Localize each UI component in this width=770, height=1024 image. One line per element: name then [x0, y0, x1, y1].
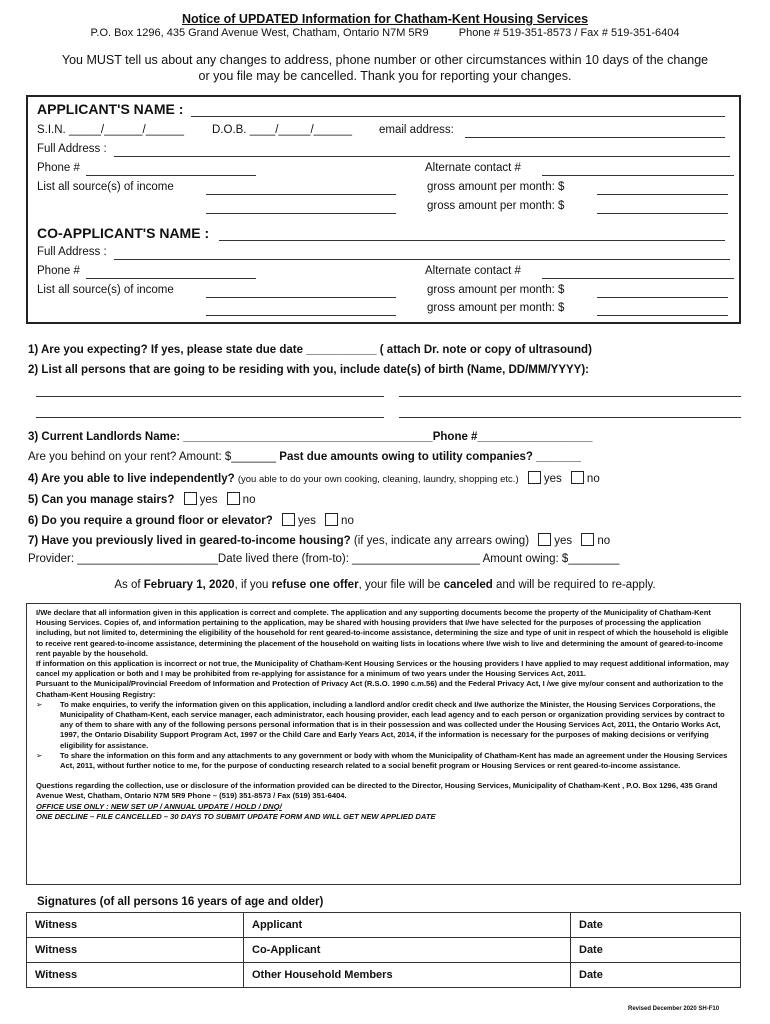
coapplicant-name-label: CO-APPLICANT'S NAME : — [37, 225, 210, 241]
applicant-income-field-2[interactable] — [206, 213, 396, 214]
q7-yes-label: yes — [554, 535, 573, 547]
question-4: 4) Are you able to live independently? — [28, 473, 235, 485]
coapplicant-gross-label-2: gross amount per month: $ — [427, 302, 565, 314]
email-field[interactable] — [465, 137, 725, 138]
persons-field-4[interactable] — [399, 417, 741, 418]
landlord-phone-label[interactable]: Phone #__________________ — [432, 431, 593, 443]
witness-cell[interactable]: Witness — [27, 913, 244, 938]
q5-yes-checkbox[interactable] — [184, 492, 197, 505]
date-cell[interactable]: Date — [571, 963, 741, 988]
question-3 — [28, 431, 593, 443]
document-title: Notice of UPDATED Information for Chatham-Kent Housing Services — [181, 12, 589, 26]
question-1: 1) Are you expecting? If yes, please state due date ___________ ( attach Dr. note or copy of ultrasound) — [28, 344, 592, 356]
q4-no-label: no — [586, 473, 600, 485]
refuse-date: February 1, 2020 — [143, 579, 235, 591]
notice-line-2: or you file may be cancelled. Thank you for reporting your changes. — [198, 69, 572, 83]
decline-line: ONE DECLINE – FILE CANCELLED – 30 DAYS TO SUBMIT UPDATE FORM AND WILL GET NEW APPLIED DATE — [36, 811, 436, 821]
question-2: 2) List all persons that are going to be residing with you, include date(s) of birth (Name, DD/MM/YYYY): — [28, 364, 589, 376]
office-use-line: OFFICE USE ONLY : NEW SET UP / ANNUAL UPDATE / HOLD / DNQ/ — [36, 801, 282, 811]
landlord-label[interactable]: 3) Current Landlords Name: _______________________________________ — [28, 431, 433, 443]
utility-owing-label[interactable]: Past due amounts owing to utility companies? _______ — [279, 451, 581, 463]
refuse-canceled: canceled — [443, 579, 493, 591]
declaration-paragraph-1: I/We declare that all information given in this application is correct and complete. The application and any supporting documents become the property of the Municipality of Chatham-Kent Housing Services. Copies of, and information pertaining to the application, may be shared with housing providers that I/we have selected for the purposes of processing the application including, but not limited to, determining the eligibility of the household for rent geared-to-income assistance, determining the size and type of unit in respect of which the household is eligible to receive rent geared-to-income assistance, determining the placement of the household on waiting lists in locations where I/we wish to live and determining the amount of geared-to-income rent payable by the household. — [36, 608, 729, 658]
provider-row[interactable]: Provider: ______________________Date lived there (from-to): ____________________ Amount owing: $________ — [28, 553, 620, 565]
applicant-gross-field-1[interactable] — [597, 194, 728, 195]
q4-yes-checkbox[interactable] — [528, 471, 541, 484]
date-cell[interactable]: Date — [571, 938, 741, 963]
applicant-gross-label-1: gross amount per month: $ — [427, 181, 565, 193]
declaration-paragraph-2: If information on this application is incorrect or not true, the Municipality of Chatham-Kent Housing Services or the housing providers I have applied to may request additional information, may cancel my application or both and I may be prohibited from re-applying for assistance for a minimum of two years under the Housing Services Act, 2011. — [36, 659, 729, 679]
persons-field-3[interactable] — [36, 417, 384, 418]
coapplicant-alt-contact-field[interactable] — [542, 278, 734, 279]
q5-no-label: no — [242, 494, 256, 506]
refuse-text-2: , if you — [234, 579, 272, 591]
applicant-signature-cell[interactable]: Applicant — [244, 913, 571, 938]
coapplicant-gross-field-2[interactable] — [597, 315, 728, 316]
witness-cell[interactable]: Witness — [27, 938, 244, 963]
refuse-phrase: refuse one offer — [271, 579, 359, 591]
coapplicant-alt-contact-label: Alternate contact # — [425, 265, 521, 277]
applicant-address-field[interactable] — [114, 156, 730, 157]
dob-label[interactable]: D.O.B. ____/_____/______ — [212, 124, 353, 136]
applicant-income-field-1[interactable] — [206, 194, 396, 195]
q6-yes-label: yes — [297, 515, 316, 527]
applicant-income-label: List all source(s) of income — [37, 181, 174, 193]
consent-bullet-2: ➢ To share the information on this form and any attachments to any government or body with whom the Municipality of Chatham-Kent has made an agreement under the Housing Services Act, 2011, without further notice to me, for the purpose of conducting research related to a social benefit program or Housing Services or rent geared-to-income assistance. — [36, 751, 736, 771]
question-5: 5) Can you manage stairs? — [28, 494, 175, 506]
q5-yes-label: yes — [199, 494, 218, 506]
q7-no-label: no — [597, 535, 611, 547]
q6-yes-checkbox[interactable] — [282, 513, 295, 526]
applicant-name-field[interactable] — [191, 116, 725, 117]
refuse-text-3: , your file will be — [358, 579, 444, 591]
applicant-alt-contact-field[interactable] — [542, 175, 734, 176]
refuse-offer-notice — [0, 579, 770, 591]
question-7: 7) Have you previously lived in geared-to-income housing? — [28, 535, 351, 547]
coapplicant-gross-label-1: gross amount per month: $ — [427, 284, 565, 296]
witness-cell[interactable]: Witness — [27, 963, 244, 988]
question-6: 6) Do you require a ground floor or elevator? — [28, 515, 273, 527]
notice-line-1: You MUST tell us about any changes to address, phone number or other circumstances within 10 days of the change — [61, 53, 709, 67]
applicant-address-label: Full Address : — [37, 143, 107, 155]
coapplicant-address-field[interactable] — [114, 259, 730, 260]
q5-no-checkbox[interactable] — [227, 492, 240, 505]
refuse-text-1: As of — [114, 579, 144, 591]
applicant-gross-field-2[interactable] — [597, 213, 728, 214]
sin-label[interactable]: S.I.N. _____/______/______ — [37, 124, 185, 136]
coapplicant-income-field-2[interactable] — [206, 315, 396, 316]
header-contact — [0, 27, 770, 39]
coapplicant-income-field-1[interactable] — [206, 297, 396, 298]
question-6-row — [28, 513, 354, 527]
applicant-phone-label: Phone # — [37, 162, 80, 174]
table-row — [27, 963, 741, 988]
signatures-heading: Signatures (of all persons 16 years of age and older) — [37, 896, 324, 908]
consent-bullet-1: ➢ To make enquiries, to verify the information given on this application, including a landlord and/or credit check and I/we authorize the Minister, the Housing Services Corporations, the Municipality of Chatham-Kent, each service manager, each administrator, each housing provider, each lead agency and to each person or organization providing services by contract to any of them to share with any of the following persons personal information that is in their possession and was collected under the Housing Services Act, 2011, the Ontario Works Act, 1997, the Ontario Disability Support Program Act, 1997 or the Child Care and Early Years Act, 2014, if the information is necessary for the purposes of making decisions or verifying eligibility for assistance. — [36, 700, 736, 751]
question-5-row — [28, 492, 255, 506]
table-row — [27, 938, 741, 963]
rent-behind-label[interactable]: Are you behind on your rent? Amount: $_______ — [28, 451, 277, 463]
signatures-table — [26, 912, 741, 988]
coapplicant-income-label: List all source(s) of income — [37, 284, 174, 296]
question-4-note: (you able to do your own cooking, cleaning, laundry, shopping etc.) — [237, 474, 519, 485]
question-7-row — [28, 533, 610, 547]
coapplicant-phone-label: Phone # — [37, 265, 80, 277]
coapplicant-phone-field[interactable] — [86, 278, 256, 279]
persons-field-2[interactable] — [399, 396, 741, 397]
q4-no-checkbox[interactable] — [571, 471, 584, 484]
revision-note: Revised December 2020 SH-F10 — [628, 1006, 720, 1012]
q7-yes-checkbox[interactable] — [538, 533, 551, 546]
q4-yes-label: yes — [543, 473, 562, 485]
applicant-alt-contact-label: Alternate contact # — [425, 162, 521, 174]
header-address: P.O. Box 1296, 435 Grand Avenue West, Chatham, Ontario N7M 5R9 — [90, 27, 429, 39]
table-row — [27, 913, 741, 938]
applicant-phone-field[interactable] — [86, 175, 256, 176]
q6-no-checkbox[interactable] — [325, 513, 338, 526]
q6-no-label: no — [341, 515, 354, 527]
question-4-row — [28, 471, 600, 485]
applicant-name-label: APPLICANT'S NAME : — [37, 101, 184, 117]
declaration-text — [36, 608, 736, 822]
declaration-paragraph-3: Pursuant to the Municipal/Provincial Freedom of Information and Protection of Privacy Act (R.S.O. 1990 c.m.56) and the Federal Privacy Act, I /we give my/our consent and authorization to the Chatham-Kent Housing Registry: — [36, 679, 724, 699]
email-label: email address: — [379, 124, 454, 136]
coapplicant-signature-cell[interactable]: Co-Applicant — [244, 938, 571, 963]
coapplicant-address-label: Full Address : — [37, 246, 107, 258]
rent-arrears-row — [28, 451, 581, 463]
date-cell[interactable]: Date — [571, 913, 741, 938]
question-7-note: (if yes, indicate any arrears owing) — [353, 535, 530, 547]
q7-no-checkbox[interactable] — [581, 533, 594, 546]
coapplicant-name-field[interactable] — [219, 240, 725, 241]
declaration-paragraph-4: Questions regarding the collection, use or disclosure of the information provided can be directed to the Director, Housing Services, Municipality of Chatham-Kent , P.O. Box 1296, 435 Grand Avenue West, Chatham, Ontario N7M 5R9 Phone – (519) 351-8573 / Fax (519) 351-6404. — [36, 781, 718, 801]
persons-field-1[interactable] — [36, 396, 384, 397]
applicant-gross-label-2: gross amount per month: $ — [427, 200, 565, 212]
coapplicant-gross-field-1[interactable] — [597, 297, 728, 298]
refuse-text-4: and will be required to re-apply. — [492, 579, 656, 591]
header-phone: Phone # 519-351-8573 / Fax # 519-351-6404 — [458, 27, 680, 39]
household-signature-cell[interactable]: Other Household Members — [244, 963, 571, 988]
